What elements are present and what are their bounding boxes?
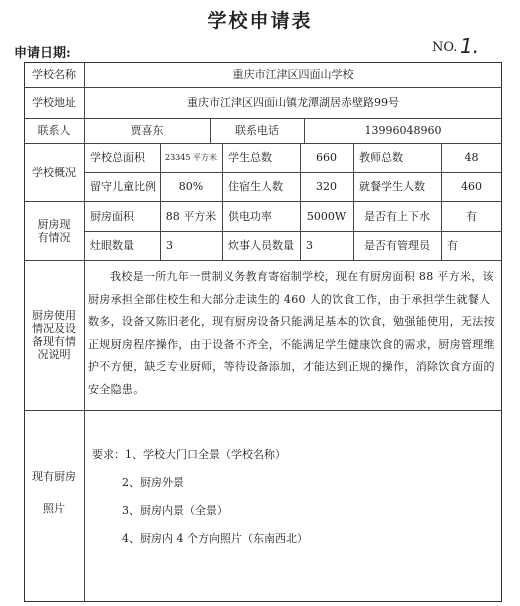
overview-cell: 320: [316, 180, 337, 193]
usage-description: 我校是一所九年一贯制义务教育寄宿制学校，现在有厨房面积 88 平方米，该厨房承担全部住校生和大部分走读生的 460 人的饮食工作，由于承担学生就餐人数多，设备又陈旧老化，现有厨房设备只能满足基本的饮食，勉强能使用，无法按正规厨房程序操作，由于设备不齐全，不能满足学生健康饮食的需求，厨房管理维护不方便，缺乏专业厨师，等待设备添加，才能达到正规的操作，消除饮食方面的安全隐患。: [88, 270, 495, 396]
kitchen-cell: 供电功率: [228, 209, 272, 223]
kitchen-cell: 3: [306, 239, 313, 252]
photos-label-line1: 现有厨房: [32, 469, 76, 483]
overview-cell: 教师总数: [359, 151, 403, 164]
overview-cell: 留守儿童比例: [90, 180, 156, 193]
overview-label: 学校概况: [32, 165, 76, 179]
contact-label: 联系人: [37, 124, 71, 137]
kitchen-cell: 厨房面积: [90, 209, 134, 223]
photo-requirement: 3、厨房内景（全景）: [122, 504, 228, 517]
row-divider: [24, 260, 502, 261]
overview-cell: 660: [316, 151, 337, 164]
kitchen-cell: 灶眼数量: [90, 239, 134, 252]
usage-label: 厨房使用情况及设备现有情况说明: [32, 309, 76, 361]
contact-phone: 13996048960: [364, 124, 442, 137]
kitchen-cell: 5000W: [306, 209, 347, 223]
kitchen-cell: 3: [166, 239, 173, 252]
row-divider: [24, 410, 502, 411]
photo-requirement: 4、厨房内 4 个方向照片（东南西北）: [122, 532, 308, 545]
overview-cell: 就餐学生人数: [359, 180, 425, 193]
school-name-label: 学校名称: [32, 68, 76, 81]
overview-cell: 学生总数: [228, 151, 272, 164]
overview-cell: 23345 平方米: [165, 153, 217, 162]
school-name-value: 重庆市江津区四面山学校: [232, 68, 354, 81]
overview-cell: 80%: [178, 180, 204, 193]
photo-requirement: 要求：1、学校大门口全景（学校名称）: [92, 448, 286, 461]
application-date-label: 申请日期:: [14, 46, 71, 61]
kitchen-cell: 是否有上下水: [364, 209, 430, 223]
contact-phone-label: 联系电话: [235, 124, 279, 137]
kitchen-cell: 是否有管理员: [364, 239, 430, 252]
photo-requirement: 2、厨房外景: [122, 476, 184, 489]
school-address-value: 重庆市江津区四面山镇龙潭湖居赤壁路99号: [187, 96, 399, 109]
overview-cell: 460: [461, 180, 482, 193]
kitchen-label: 厨房现有情况: [37, 217, 71, 244]
overview-cell: 住宿生人数: [228, 180, 283, 193]
overview-cell: 学校总面积: [90, 151, 145, 164]
kitchen-cell: 炊事人员数量: [228, 239, 294, 252]
number-label: NO.: [432, 40, 458, 55]
form-title: 学校申请表: [207, 10, 313, 32]
contact-name: 贾喜东: [130, 124, 164, 137]
school-address-label: 学校地址: [32, 96, 76, 109]
number-value: 1.: [460, 34, 480, 58]
photos-label-line2: 照片: [43, 501, 65, 515]
kitchen-cell: 有: [447, 239, 458, 252]
kitchen-cell: 有: [466, 209, 477, 223]
overview-cell: 48: [464, 151, 479, 164]
kitchen-cell: 88 平方米: [165, 209, 217, 223]
